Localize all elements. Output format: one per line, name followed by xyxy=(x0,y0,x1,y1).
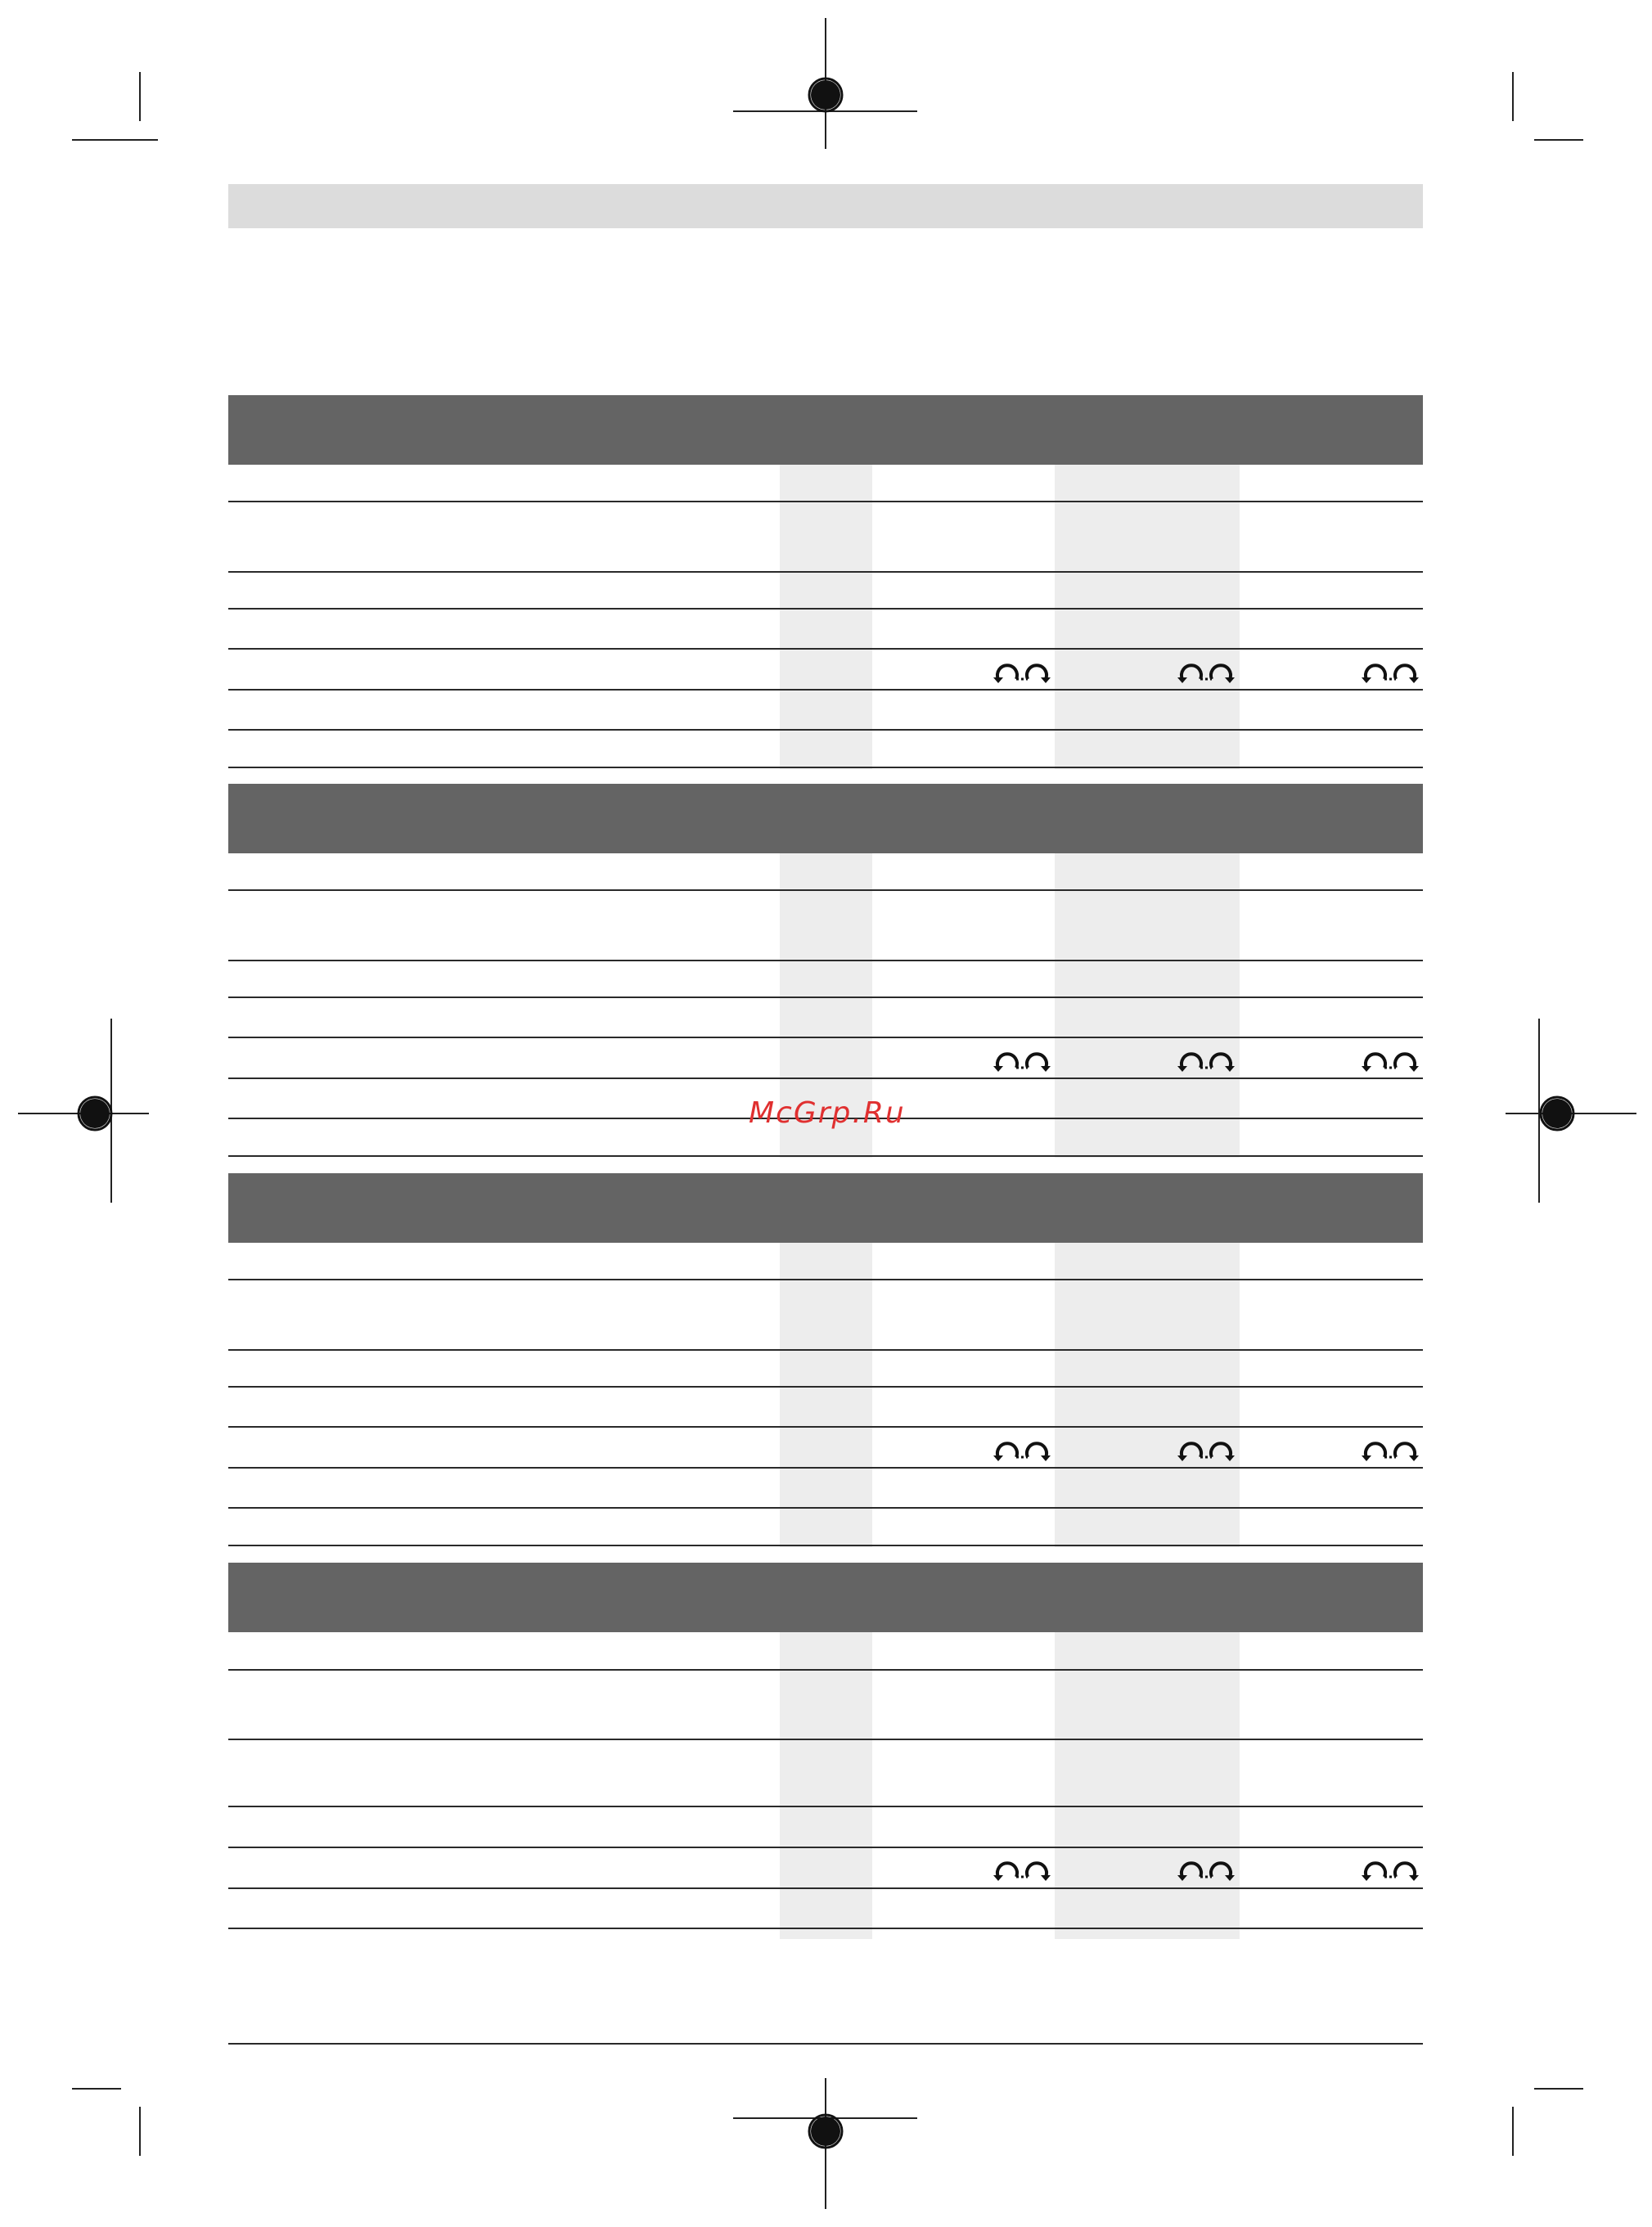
spec-table-section xyxy=(228,395,1423,769)
row-divider xyxy=(228,1386,1423,1388)
two-arrow-circles-icon xyxy=(1177,1433,1235,1462)
section-header xyxy=(228,1563,1423,1632)
section-header xyxy=(228,395,1423,465)
row-divider xyxy=(228,571,1423,573)
row-divider xyxy=(228,1426,1423,1428)
row-divider xyxy=(228,889,1423,891)
registration-mark-icon xyxy=(801,70,850,119)
two-arrow-circles-icon xyxy=(1362,655,1419,684)
row-divider xyxy=(228,1467,1423,1469)
row-divider xyxy=(228,960,1423,961)
crop-mark xyxy=(139,72,141,121)
row-divider xyxy=(228,997,1423,998)
row-divider xyxy=(228,689,1423,691)
row-divider xyxy=(228,1037,1423,1038)
row-divider xyxy=(228,1928,1423,1929)
row-divider xyxy=(228,1887,1423,1889)
spec-table xyxy=(228,1632,1423,1939)
two-arrow-circles-icon xyxy=(993,1043,1051,1073)
row-divider xyxy=(228,1847,1423,1848)
shaded-column xyxy=(1055,465,1240,769)
row-divider xyxy=(228,1806,1423,1807)
shaded-column xyxy=(780,1243,872,1547)
spec-table-section xyxy=(228,1563,1423,1939)
crop-mark xyxy=(1534,139,1583,141)
crop-mark xyxy=(139,2107,141,2156)
shaded-column xyxy=(1055,853,1240,1158)
crop-mark xyxy=(72,2088,121,2090)
crop-mark xyxy=(1512,72,1514,121)
footer-rule xyxy=(228,2043,1423,2045)
row-divider xyxy=(228,1507,1423,1509)
two-arrow-circles-icon xyxy=(993,1433,1051,1462)
row-divider xyxy=(228,1078,1423,1079)
shaded-column xyxy=(1055,1243,1240,1547)
two-arrow-circles-icon xyxy=(993,655,1051,684)
crop-mark xyxy=(72,139,158,141)
row-divider xyxy=(228,1279,1423,1280)
spec-table xyxy=(228,465,1423,769)
two-arrow-circles-icon xyxy=(1362,1433,1419,1462)
section-header xyxy=(228,1173,1423,1243)
spec-table xyxy=(228,1243,1423,1547)
row-divider xyxy=(228,767,1423,768)
row-divider xyxy=(228,608,1423,610)
two-arrow-circles-icon xyxy=(1362,1043,1419,1073)
row-divider xyxy=(228,648,1423,650)
registration-mark-icon xyxy=(801,2107,850,2156)
registration-mark-icon xyxy=(1533,1089,1582,1138)
two-arrow-circles-icon xyxy=(1177,655,1235,684)
registration-mark-icon xyxy=(70,1089,119,1138)
row-divider xyxy=(228,729,1423,731)
row-divider xyxy=(228,1545,1423,1546)
shaded-column xyxy=(780,1632,872,1939)
two-arrow-circles-icon xyxy=(1177,1043,1235,1073)
row-divider xyxy=(228,1669,1423,1671)
row-divider xyxy=(228,1349,1423,1351)
shaded-column xyxy=(1055,1632,1240,1939)
two-arrow-circles-icon xyxy=(1177,1852,1235,1882)
section-header xyxy=(228,784,1423,853)
crop-mark xyxy=(1534,2088,1583,2090)
row-divider xyxy=(228,1739,1423,1740)
shaded-column xyxy=(780,465,872,769)
two-arrow-circles-icon xyxy=(1362,1852,1419,1882)
row-divider xyxy=(228,1155,1423,1157)
watermark-text: McGrp.Ru xyxy=(749,1096,906,1130)
row-divider xyxy=(228,501,1423,502)
page-header-bar xyxy=(228,184,1423,228)
spec-table-section xyxy=(228,1173,1423,1547)
crop-mark xyxy=(1512,2107,1514,2156)
two-arrow-circles-icon xyxy=(993,1852,1051,1882)
